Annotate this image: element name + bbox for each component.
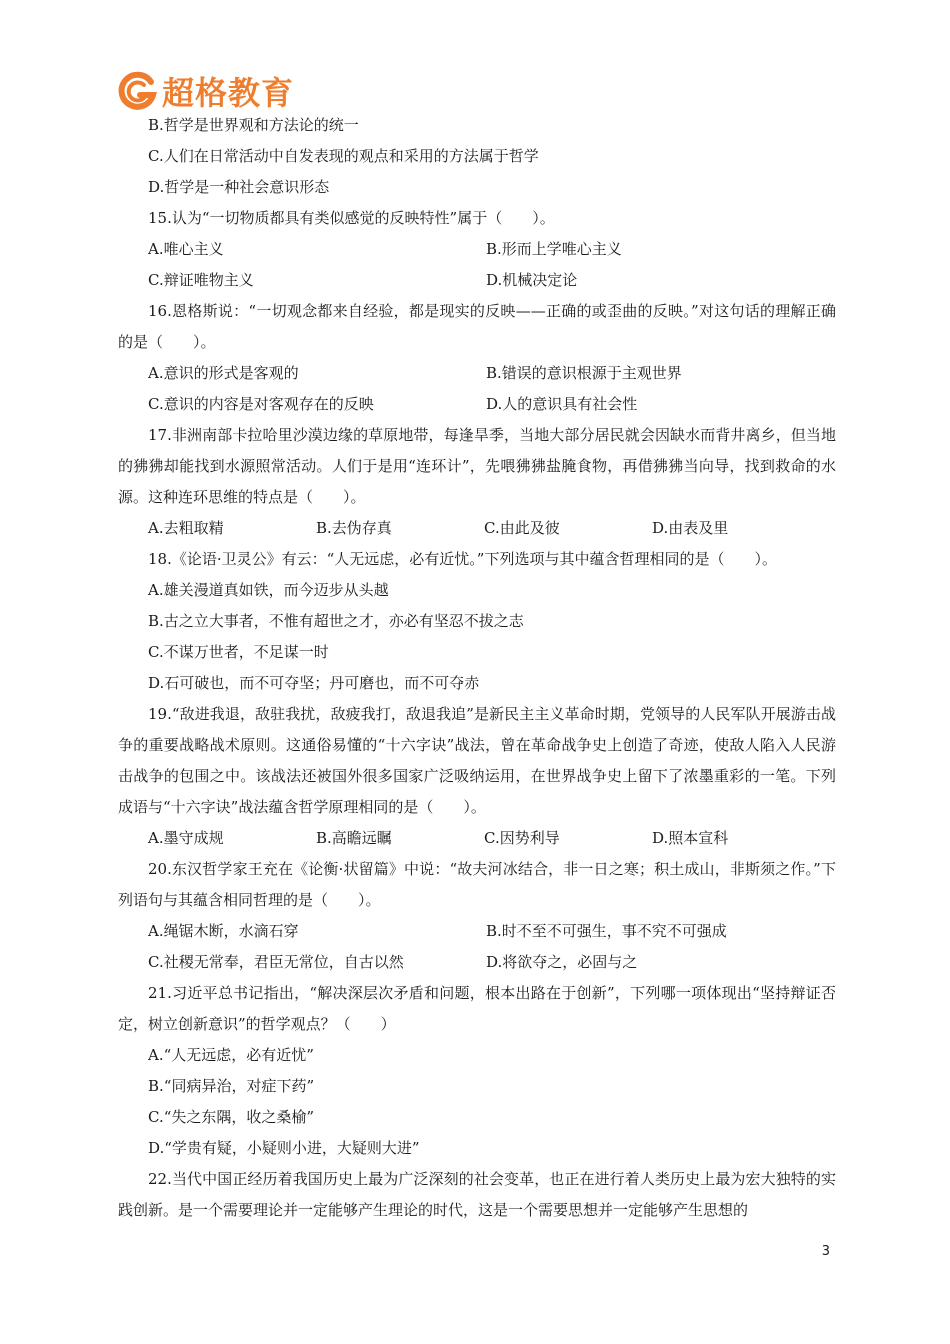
q19-option-c: C.因势利导 xyxy=(484,829,560,847)
q17-option-c: C.由此及彼 xyxy=(484,519,560,537)
q18-option-c: C.不谋万世者，不足谋一时 xyxy=(148,643,329,661)
q16-stem: 16.恩格斯说：“一切观念都来自经验，都是现实的反映——正确的或歪曲的反映。”对这句话的理解正确的是（ ）。 xyxy=(118,302,836,351)
q17-options xyxy=(118,513,836,544)
q18-option-d: D.石可破也，而不可夺坚；丹可磨也，而不可夺赤 xyxy=(148,674,480,692)
q15-option-b: B.形而上学唯心主义 xyxy=(486,240,622,258)
q20-option-a: A.绳锯木断，水滴石穿 xyxy=(148,922,299,940)
q17-option-a: A.去粗取精 xyxy=(148,519,224,537)
q17-stem: 17.非洲南部卡拉哈里沙漠边缘的草原地带，每逢旱季，当地大部分居民就会因缺水而背井离乡，但当地的狒狒却能找到水源照常活动。人们于是用“连环计”，先喂狒狒盐腌食物，再借狒狒当向导，找到救命的水源。这种连环思维的特点是（ ）。 xyxy=(118,426,836,506)
q18-option-b: B.古之立大事者，不惟有超世之才，亦必有坚忍不拔之志 xyxy=(148,612,524,630)
q19-stem: 19.“敌进我退，敌驻我扰，敌疲我打，敌退我追”是新民主主义革命时期，党领导的人民军队开展游击战争的重要战略战术原则。这通俗易懂的“十六字诀”战法，曾在革命战争史上创造了奇迹，使敌人陷入人民游击战争的包围之中。该战法还被国外很多国家广泛吸纳运用，在世界战争史上留下了浓墨重彩的一笔。下列成语与“十六字诀”战法蕴含哲学原理相同的是（ ）。 xyxy=(118,705,836,816)
q14-option-c: C.人们在日常活动中自发表现的观点和采用的方法属于哲学 xyxy=(148,147,539,165)
q16-options-row-1 xyxy=(118,358,836,389)
q20-stem: 20.东汉哲学家王充在《论衡·状留篇》中说：“故夫河冰结合，非一日之寒；积土成山，非斯须之作。”下列语句与其蕴含相同哲理的是（ ）。 xyxy=(118,860,836,909)
q16-option-a: A.意识的形式是客观的 xyxy=(148,364,299,382)
q21-stem: 21.习近平总书记指出，“解决深层次矛盾和问题，根本出路在于创新”，下列哪一项体现出“坚持辩证否定，树立创新意识”的哲学观点？（ ） xyxy=(118,984,836,1033)
q16-option-d: D.人的意识具有社会性 xyxy=(486,395,638,413)
brand-logo xyxy=(118,66,294,116)
q15-stem: 15.认为“一切物质都具有类似感觉的反映特性”属于（ ）。 xyxy=(148,209,555,227)
q15-options-row-2 xyxy=(118,265,836,296)
q16-option-c: C.意识的内容是对客观存在的反映 xyxy=(148,395,374,413)
q14-option-d: D.哲学是一种社会意识形态 xyxy=(148,178,330,196)
q15-option-d: D.机械决定论 xyxy=(486,271,578,289)
q17-option-d: D.由表及里 xyxy=(652,519,729,537)
q20-options-row-1 xyxy=(118,916,836,947)
q16-option-b: B.错误的意识根源于主观世界 xyxy=(486,364,682,382)
q18-stem: 18.《论语·卫灵公》有云：“人无远虑，必有近忧。”下列选项与其中蕴含哲理相同的是（ ）。 xyxy=(148,550,777,568)
q19-option-a: A.墨守成规 xyxy=(148,829,224,847)
q19-option-b: B.高瞻远瞩 xyxy=(316,829,392,847)
brand-name: 超格教育 xyxy=(162,74,295,112)
q15-options-row-1 xyxy=(118,234,836,265)
q14-option-b: B.哲学是世界观和方法论的统一 xyxy=(148,116,359,134)
page-number: 3 xyxy=(821,1244,830,1259)
q21-option-d: D.“学贵有疑，小疑则小进，大疑则大进” xyxy=(148,1139,420,1157)
q17-option-b: B.去伪存真 xyxy=(316,519,392,537)
q20-option-b: B.时不至不可强生，事不究不可强成 xyxy=(486,922,727,940)
q16-options-row-2 xyxy=(118,389,836,420)
q15-option-a: A.唯心主义 xyxy=(148,240,224,258)
q20-option-d: D.将欲夺之，必固与之 xyxy=(486,953,638,971)
q21-option-a: A.“人无远虑，必有近忧” xyxy=(148,1046,314,1064)
q18-option-a: A.雄关漫道真如铁，而今迈步从头越 xyxy=(148,581,389,599)
q19-options xyxy=(118,823,836,854)
question-list xyxy=(118,110,836,1226)
q20-option-c: C.社稷无常奉，君臣无常位，自古以然 xyxy=(148,953,404,971)
q20-options-row-2 xyxy=(118,947,836,978)
q22-stem: 22.当代中国正经历着我国历史上最为广泛深刻的社会变革，也正在进行着人类历史上最为宏大独特的实践创新。是一个需要理论并一定能够产生理论的时代，这是一个需要思想并一定能够产生思想的 xyxy=(118,1170,836,1219)
q21-option-c: C.“失之东隅，收之桑榆” xyxy=(148,1108,315,1126)
q19-option-d: D.照本宣科 xyxy=(652,829,729,847)
q21-option-b: B.“同病异治，对症下药” xyxy=(148,1077,315,1095)
q15-option-c: C.辩证唯物主义 xyxy=(148,271,254,289)
logo-g-icon xyxy=(118,71,158,111)
